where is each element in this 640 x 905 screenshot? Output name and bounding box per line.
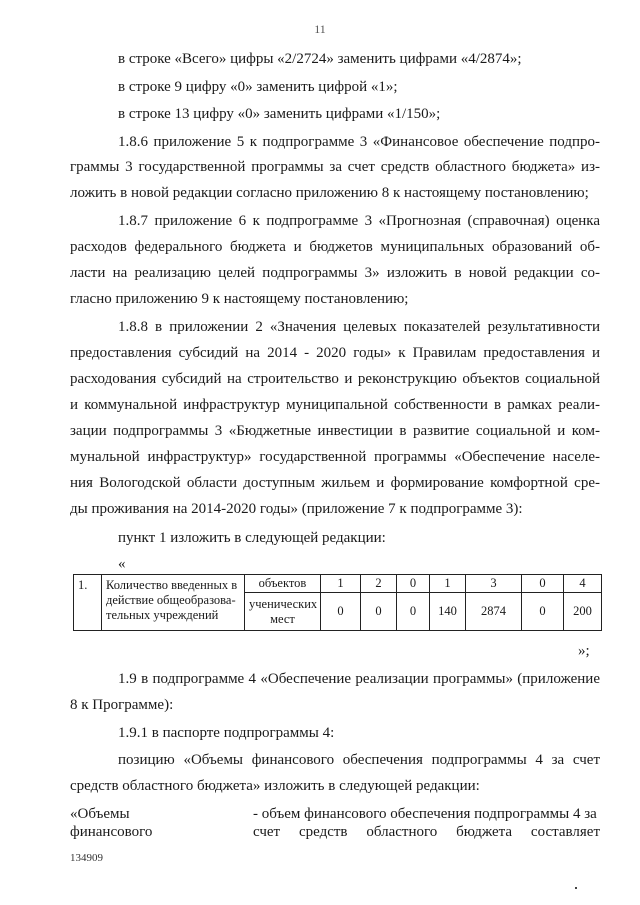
scan-speck bbox=[575, 887, 577, 889]
paragraph-1-9-1: 1.9.1 в паспорте подпрограммы 4: bbox=[118, 725, 335, 741]
page-number: 11 bbox=[314, 22, 326, 36]
paragraph-1-8-8-cont: ния Вологодской области доступным жильем и формирование комфортной сре- bbox=[70, 475, 600, 491]
table-cell-unit: ученических мест bbox=[245, 593, 321, 631]
paragraph-1-9: 1.9 в подпрограмме 4 «Обеспечение реализации программы» (приложение bbox=[118, 671, 600, 687]
text-line: пункт 1 изложить в следующей редакции: bbox=[118, 530, 386, 546]
table-cell-value: 200 bbox=[564, 593, 602, 631]
table-cell-value: 3 bbox=[466, 575, 522, 593]
document-code: 134909 bbox=[70, 852, 103, 864]
paragraph-1-8-7-cont: гласно приложению 9 к настоящему постановлению; bbox=[70, 291, 409, 307]
table-cell-name: Количество введенных в действие общеобразова-тельных учреждений bbox=[102, 575, 245, 631]
paragraph-1-8-6-cont: граммы 3 государственной программы за счет средств областного бюджета» из- bbox=[70, 159, 600, 175]
paragraph-1-8-8-cont: и коммунальной инфраструктур муниципальной собственности в рамках реали- bbox=[70, 397, 600, 413]
paragraph-1-8-7: 1.8.7 приложение 6 к подпрограмме 3 «Прогнозная (справочная) оценка bbox=[118, 213, 600, 229]
passport-value: - объем финансового обеспечения подпрограммы 4 за bbox=[253, 806, 597, 822]
table-cell-unit: объектов bbox=[245, 575, 321, 593]
table-cell-value: 1 bbox=[430, 575, 466, 593]
paragraph-1-8-8-cont: предоставления субсидий на 2014 - 2020 годы» к Правилам предоставления и bbox=[70, 345, 600, 361]
table-cell-value: 0 bbox=[361, 593, 397, 631]
paragraph-1-8-7-cont: ласти на реализацию целей подпрограммы 3» изложить в новой редакции со- bbox=[70, 265, 600, 281]
table-cell-value: 0 bbox=[397, 575, 430, 593]
close-quote: »; bbox=[578, 643, 590, 659]
table-cell-value: 0 bbox=[321, 593, 361, 631]
table-cell-value: 1 bbox=[321, 575, 361, 593]
text-line: в строке «Всего» цифры «2/2724» заменить цифрами «4/2874»; bbox=[118, 51, 522, 67]
paragraph-1-8-8-cont: расходования субсидий на строительство и реконструкцию объектов социальной bbox=[70, 371, 600, 387]
paragraph-1-8-8-cont: мунальной инфраструктур» государственной программы «Обеспечение населе- bbox=[70, 449, 600, 465]
table-cell-value: 0 bbox=[397, 593, 430, 631]
paragraph-1-8-7-cont: расходов федерального бюджета и бюджетов муниципальных образований об- bbox=[70, 239, 600, 255]
paragraph-1-8-8: 1.8.8 в приложении 2 «Значения целевых показателей результативности bbox=[118, 319, 600, 335]
table-cell-index: 1. bbox=[74, 575, 102, 631]
open-quote: « bbox=[118, 556, 126, 572]
text-line: в строке 9 цифру «0» заменить цифрой «1»; bbox=[118, 79, 398, 95]
paragraph-1-8-6: 1.8.6 приложение 5 к подпрограмме 3 «Финансовое обеспечение подпро- bbox=[118, 134, 600, 150]
indicator-table bbox=[73, 574, 602, 631]
passport-label: «Объемы bbox=[70, 806, 130, 822]
table-cell-value: 2 bbox=[361, 575, 397, 593]
paragraph-1-8-8-cont: ды проживания на 2014-2020 годы» (приложение 7 к подпрограмме 3): bbox=[70, 501, 523, 517]
paragraph-1-8-6-cont: ложить в новой редакции согласно приложению 8 к настоящему постановлению; bbox=[70, 185, 589, 201]
passport-label: финансового bbox=[70, 824, 153, 840]
paragraph-1-9-cont: 8 к Программе): bbox=[70, 697, 174, 713]
table-cell-value: 4 bbox=[564, 575, 602, 593]
paragraph-position: позицию «Объемы финансового обеспечения подпрограммы 4 за счет bbox=[118, 752, 600, 768]
table-cell-value: 140 bbox=[430, 593, 466, 631]
text-line: в строке 13 цифру «0» заменить цифрами «1/150»; bbox=[118, 106, 441, 122]
passport-value: счет средств областного бюджета составляет bbox=[253, 824, 600, 840]
table-cell-value: 0 bbox=[522, 593, 564, 631]
table-cell-value: 0 bbox=[522, 575, 564, 593]
paragraph-1-8-8-cont: зации подпрограммы 3 «Бюджетные инвестиции в развитие социальной и ком- bbox=[70, 423, 600, 439]
paragraph-position-cont: средств областного бюджета» изложить в следующей редакции: bbox=[70, 778, 480, 794]
table-row bbox=[74, 575, 602, 593]
table-cell-value: 2874 bbox=[466, 593, 522, 631]
